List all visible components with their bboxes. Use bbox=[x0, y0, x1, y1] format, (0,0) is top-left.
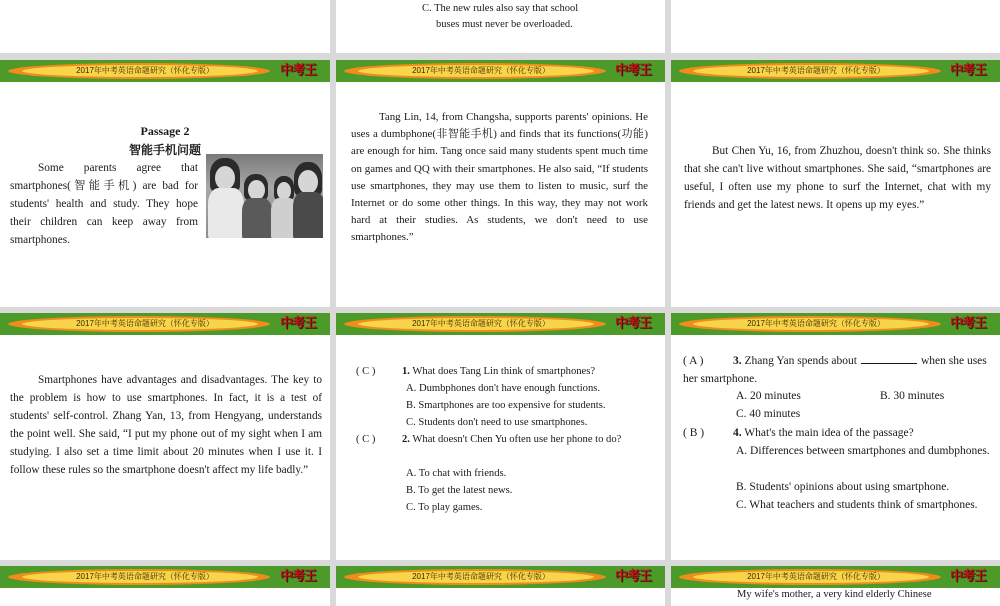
banner-title: 2017年中考英语命题研究（怀化专版） bbox=[76, 319, 214, 328]
question-3 bbox=[683, 351, 1000, 388]
passage-title: Passage 2 bbox=[140, 124, 190, 138]
slide-banner bbox=[336, 313, 665, 335]
logo-icon: 中考王 bbox=[950, 316, 987, 331]
slide-bottom-right bbox=[671, 566, 1000, 606]
passage-subtitle: 智能手机问题 bbox=[128, 143, 201, 157]
logo-icon: 中考王 bbox=[280, 569, 317, 584]
option-c-line2: buses must never be overloaded. bbox=[436, 19, 573, 30]
banner-title: 2017年中考英语命题研究（怀化专版） bbox=[747, 319, 885, 328]
option-3a: A. 20 minutes bbox=[736, 390, 801, 402]
option-2b: B. To get the latest news. bbox=[406, 485, 513, 496]
slide-top-left bbox=[0, 0, 330, 53]
slide-zhang-yan[interactable] bbox=[0, 313, 330, 560]
slide-passage-intro[interactable] bbox=[0, 60, 330, 307]
question-stem: What doesn't Chen Yu often use her phone to do? bbox=[412, 434, 622, 445]
banner-title: 2017年中考英语命题研究（怀化专版） bbox=[747, 572, 885, 581]
slide-banner bbox=[671, 60, 1000, 82]
slide-tang-lin[interactable] bbox=[336, 60, 665, 307]
question-stem: What's the main idea of the passage? bbox=[744, 427, 914, 439]
banner-title: 2017年中考英语命题研究（怀化专版） bbox=[412, 319, 550, 328]
option-2c: C. To play games. bbox=[406, 502, 483, 513]
question-number: 2. bbox=[402, 434, 410, 445]
zhang-yan-text: Smartphones have advantages and disadvantages. The key to the problem is how to use smartphones. In fact, it is a test of students' self-control. Zhang Yan, 13, from Hengyang, understands the point well. She said, “I put my phone out of my sight when I am studying. I also set a time limit about 20 minutes when I use it. I follow these rules so the smartphone doesn't affect my life badly.” bbox=[10, 374, 322, 476]
logo-icon: 中考王 bbox=[615, 316, 652, 331]
option-3b: B. 30 minutes bbox=[880, 390, 945, 402]
chen-yu-text: But Chen Yu, 16, from Zhuzhou, doesn't think so. She thinks that she can't live without smartphones. She said, “smartphones are useful, I often use my phone to surf the Internet, chat with my friends and get the latest news. It opens up my eyes.” bbox=[684, 145, 991, 211]
option-3c: C. 40 minutes bbox=[736, 408, 801, 420]
option-4a: A. Differences between smartphones and dumbphones. bbox=[736, 445, 990, 457]
slide-banner bbox=[336, 60, 665, 82]
slide-bottom-middle bbox=[336, 566, 665, 606]
logo-icon: 中考王 bbox=[615, 569, 652, 584]
slide-banner bbox=[0, 313, 330, 335]
slide-top-right bbox=[671, 0, 1000, 53]
slide-top-middle bbox=[336, 0, 665, 53]
question-1 bbox=[356, 363, 595, 380]
option-4b: B. Students' opinions about using smartphone. bbox=[736, 481, 950, 493]
answer-2: ( C ) bbox=[356, 434, 376, 445]
answer-3: ( A ) bbox=[683, 355, 704, 367]
slide-chen-yu[interactable] bbox=[671, 60, 1000, 307]
question-4 bbox=[683, 424, 914, 442]
answer-1: ( C ) bbox=[356, 366, 376, 377]
slide-banner bbox=[671, 566, 1000, 588]
slide-banner bbox=[336, 566, 665, 588]
banner-title: 2017年中考英语命题研究（怀化专版） bbox=[412, 66, 550, 75]
logo-icon: 中考王 bbox=[615, 63, 652, 78]
slide-banner bbox=[0, 566, 330, 588]
question-number: 4. bbox=[733, 427, 742, 439]
slide-banner bbox=[671, 313, 1000, 335]
question-2 bbox=[356, 431, 656, 448]
answer-4: ( B ) bbox=[683, 427, 705, 439]
logo-icon: 中考王 bbox=[280, 63, 317, 78]
slide-banner bbox=[0, 60, 330, 82]
slide-bottom-left bbox=[0, 566, 330, 606]
tang-lin-text: Tang Lin, 14, from Changsha, supports parents' opinions. He uses a dumbphone(非智能手机) and finds that its functions(功能) are enough for him. Tang once said many students spent much time on games and QQ with their smartphones. He also said, “If students use smartphones, they may use them to listen to music, surf the Internet or do some other things. In this way, they may not work hard at their studies. As students, we don't need to use smartphones.” bbox=[351, 111, 648, 244]
option-c-line1: C. The new rules also say that school bbox=[422, 3, 579, 14]
question-number: 3. bbox=[733, 355, 742, 367]
option-1b: B. Smartphones are too expensive for students. bbox=[406, 400, 606, 411]
question-stem: Zhang Yan spends about bbox=[744, 355, 857, 367]
passage-intro-text: Some parents agree that smartphones(智能手机) are bad for students' health and study. They hope their children can keep away from smartphones. bbox=[10, 162, 198, 246]
banner-title: 2017年中考英语命题研究（怀化专版） bbox=[412, 572, 550, 581]
girls-with-phones-photo bbox=[206, 154, 323, 238]
option-4c: C. What teachers and students think of smartphones. bbox=[736, 499, 978, 511]
slide-questions-1-2[interactable] bbox=[336, 313, 665, 560]
question-stem-end: when she uses her smartphone. bbox=[683, 355, 987, 385]
option-1a: A. Dumbphones don't have enough functions. bbox=[406, 383, 601, 394]
banner-title: 2017年中考英语命题研究（怀化专版） bbox=[76, 66, 214, 75]
question-stem: What does Tang Lin think of smartphones? bbox=[412, 366, 596, 377]
next-passage-snippet: My wife's mother, a very kind elderly Chinese bbox=[737, 589, 932, 600]
banner-title: 2017年中考英语命题研究（怀化专版） bbox=[76, 572, 214, 581]
question-number: 1. bbox=[402, 366, 410, 377]
banner-title: 2017年中考英语命题研究（怀化专版） bbox=[747, 66, 885, 75]
answer-blank[interactable] bbox=[861, 351, 917, 364]
logo-icon: 中考王 bbox=[950, 569, 987, 584]
logo-icon: 中考王 bbox=[950, 63, 987, 78]
option-2a: A. To chat with friends. bbox=[406, 468, 507, 479]
option-1c: C. Students don't need to use smartphones. bbox=[406, 417, 588, 428]
logo-icon: 中考王 bbox=[280, 316, 317, 331]
slide-questions-3-4[interactable] bbox=[671, 313, 1000, 560]
